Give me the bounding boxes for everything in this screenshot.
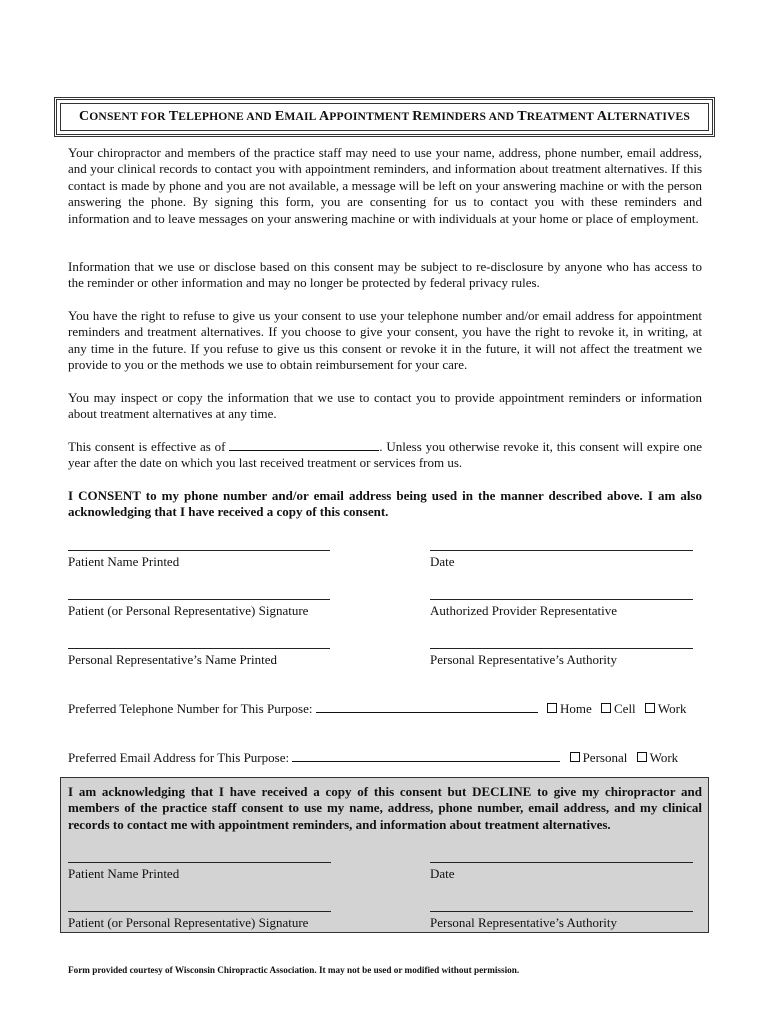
work-email-option-label: Work — [649, 750, 679, 765]
patient-signature-label: Patient (or Personal Representative) Signature — [68, 603, 309, 618]
patient-signature-line[interactable] — [68, 599, 330, 600]
rep-authority-label: Personal Representative’s Authority — [430, 652, 618, 667]
decline-patient-name-label: Patient Name Printed — [68, 866, 180, 881]
consent-statement: I CONSENT to my phone number and/or email address being used in the manner described above. I am also acknowledging that I have received a copy of this consent. — [68, 488, 702, 520]
decline-signature-label: Patient (or Personal Representative) Signature — [68, 915, 309, 930]
decline-date-label: Date — [430, 866, 455, 881]
cell-checkbox[interactable] — [601, 703, 611, 713]
decline-signature-line[interactable] — [68, 911, 331, 912]
paragraph-right-to-refuse: You have the right to refuse to give us your consent to use your telephone number and/or email address for appointment reminders and treatment alternatives. If you choose to give your consent, you have the right to revoke it, in writing, at any time in the future. If you refuse to give us this consent or revoke it in the future, it will not affect the treatment we provide to you or the methods we use to obtain reimbursement for your care. — [68, 308, 702, 373]
decline-patient-name-line[interactable] — [68, 862, 331, 863]
work-email-checkbox[interactable] — [637, 752, 647, 762]
cell-option-label: Cell — [614, 701, 636, 716]
footer-note: Form provided courtesy of Wisconsin Chiropractic Association. It may not be used or modified without permission. — [68, 965, 520, 975]
personal-email-checkbox[interactable] — [570, 752, 580, 762]
personal-option-label: Personal — [582, 750, 628, 765]
patient-name-label: Patient Name Printed — [68, 554, 180, 569]
patient-name-line[interactable] — [68, 550, 330, 551]
work-phone-checkbox[interactable] — [645, 703, 655, 713]
work-phone-option-label: Work — [657, 701, 687, 716]
rep-name-line[interactable] — [68, 648, 330, 649]
paragraph-effective-date: This consent is effective as of . Unless you otherwise revoke it, this consent will expire one year after the date on which you last received treatment or services from us. — [68, 439, 702, 471]
form-title-box — [54, 97, 715, 137]
decline-rep-authority-label: Personal Representative’s Authority — [430, 915, 618, 930]
form-title: CONSENT FOR TELEPHONE AND EMAIL APPOINTMENT REMINDERS AND TREATMENT ALTERNATIVES — [79, 109, 690, 124]
paragraph-contact-purpose: Your chiropractor and members of the practice staff may need to use your name, address, phone number, email address, and your clinical records to contact you with appointment reminders, and information about treatment alternatives. If this contact is made by phone and you are not available, a message will be left on your answering machine or with the person answering the phone. By signing this form, you are consenting for us to contact you with these reminders and information and to leave messages on your answering machine or with individuals at your home or place of employment. — [68, 145, 702, 226]
home-option-label: Home — [559, 701, 592, 716]
paragraph-redisclosure: Information that we use or disclose based on this consent may be subject to re-disclosure by anyone who has access to the reminder or other information and may no longer be protected by federal privacy rules. — [68, 259, 702, 291]
decline-section — [60, 777, 709, 933]
date-line[interactable] — [430, 550, 693, 551]
rep-authority-line[interactable] — [430, 648, 693, 649]
preferred-email-label: Preferred Email Address for This Purpose: — [68, 750, 290, 765]
effective-date-field[interactable] — [229, 439, 379, 451]
home-checkbox[interactable] — [547, 703, 557, 713]
rep-name-label: Personal Representative’s Name Printed — [68, 652, 278, 667]
decline-rep-authority-line[interactable] — [430, 911, 693, 912]
preferred-email-field[interactable] — [292, 750, 560, 762]
date-label: Date — [430, 554, 455, 569]
preferred-phone-row — [68, 701, 686, 717]
provider-line[interactable] — [430, 599, 693, 600]
preferred-phone-label: Preferred Telephone Number for This Purpose: — [68, 701, 313, 716]
preferred-phone-field[interactable] — [316, 701, 538, 713]
provider-label: Authorized Provider Representative — [430, 603, 617, 618]
decline-statement: I am acknowledging that I have received a copy of this consent but DECLINE to give my chiropractor and members of the practice staff consent to use my name, address, phone number, email address, and my clinical records to contact me with appointment reminders, and information about treatment alternatives. — [68, 784, 702, 832]
decline-date-line[interactable] — [430, 862, 693, 863]
preferred-email-row — [68, 750, 678, 766]
paragraph-inspect-copy: You may inspect or copy the information that we use to contact you to provide appointment reminders or information about treatment alternatives at any time. — [68, 390, 702, 422]
